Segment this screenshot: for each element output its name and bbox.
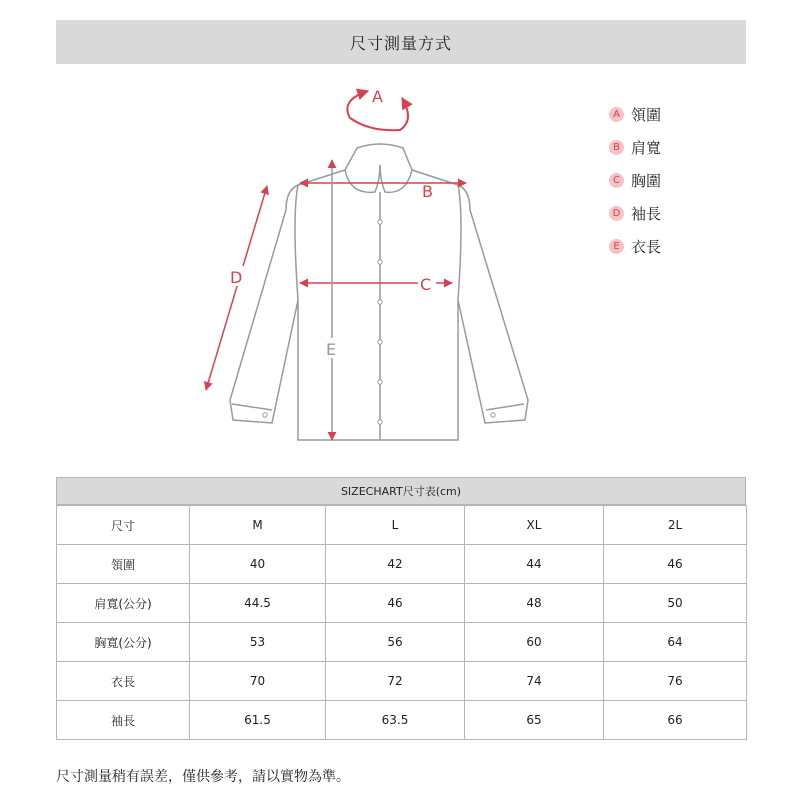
legend-item-length <box>609 230 661 263</box>
table-cell: 70 <box>190 662 326 701</box>
table-cell: 46 <box>604 545 747 584</box>
label-e: E <box>326 340 337 359</box>
legend-badge: E <box>609 239 624 254</box>
header-cell: 2L <box>604 506 747 545</box>
row-label: 肩寬(公分) <box>57 584 190 623</box>
row-label: 領圍 <box>57 545 190 584</box>
shirt-outline-icon <box>230 144 528 440</box>
table-cell: 72 <box>326 662 465 701</box>
size-table <box>56 505 747 740</box>
table-cell: 60 <box>465 623 604 662</box>
measure-sleeve <box>206 186 267 390</box>
table-cell: 53 <box>190 623 326 662</box>
legend-item-chest <box>609 164 661 197</box>
table-cell: 64 <box>604 623 747 662</box>
header-cell: 尺寸 <box>57 506 190 545</box>
table-cell: 61.5 <box>190 701 326 740</box>
table-row <box>57 623 747 662</box>
measurement-legend <box>609 98 661 263</box>
legend-label: 肩寬 <box>631 139 662 157</box>
header-cell: L <box>326 506 465 545</box>
legend-badge: A <box>609 107 624 122</box>
legend-label: 胸圍 <box>631 172 662 190</box>
header-cell: XL <box>465 506 604 545</box>
legend-item-sleeve <box>609 197 661 230</box>
table-cell: 44.5 <box>190 584 326 623</box>
table-cell: 63.5 <box>326 701 465 740</box>
table-header-row <box>57 506 747 545</box>
table-cell: 56 <box>326 623 465 662</box>
table-cell: 40 <box>190 545 326 584</box>
table-row <box>57 545 747 584</box>
page-title-banner <box>56 20 746 64</box>
table-cell: 46 <box>326 584 465 623</box>
page-title: 尺寸測量方式 <box>349 33 452 53</box>
table-cell: 42 <box>326 545 465 584</box>
legend-item-collar <box>609 98 661 131</box>
legend-badge: C <box>609 173 624 188</box>
table-row <box>57 701 747 740</box>
size-chart <box>56 477 746 740</box>
legend-item-shoulder <box>609 131 661 164</box>
table-row <box>57 662 747 701</box>
size-chart-caption: SIZECHART尺寸表(cm) <box>56 477 746 505</box>
row-label: 袖長 <box>57 701 190 740</box>
legend-badge: B <box>609 140 624 155</box>
table-cell: 44 <box>465 545 604 584</box>
table-cell: 76 <box>604 662 747 701</box>
legend-label: 袖長 <box>631 205 662 223</box>
legend-label: 衣長 <box>631 238 662 256</box>
row-label: 胸寬(公分) <box>57 623 190 662</box>
legend-label: 領圍 <box>631 106 662 124</box>
table-cell: 65 <box>465 701 604 740</box>
legend-badge: D <box>609 206 624 221</box>
table-cell: 74 <box>465 662 604 701</box>
label-d: D <box>230 268 243 287</box>
header-cell: M <box>190 506 326 545</box>
label-a: A <box>372 87 383 106</box>
row-label: 衣長 <box>57 662 190 701</box>
table-cell: 66 <box>604 701 747 740</box>
shirt-diagram <box>0 64 800 464</box>
disclaimer-note: 尺寸測量稍有誤差，僅供參考，請以實物為準。 <box>56 769 350 785</box>
table-cell: 50 <box>604 584 747 623</box>
table-cell: 48 <box>465 584 604 623</box>
label-b: B <box>422 182 433 201</box>
table-row <box>57 584 747 623</box>
label-c: C <box>420 275 432 294</box>
